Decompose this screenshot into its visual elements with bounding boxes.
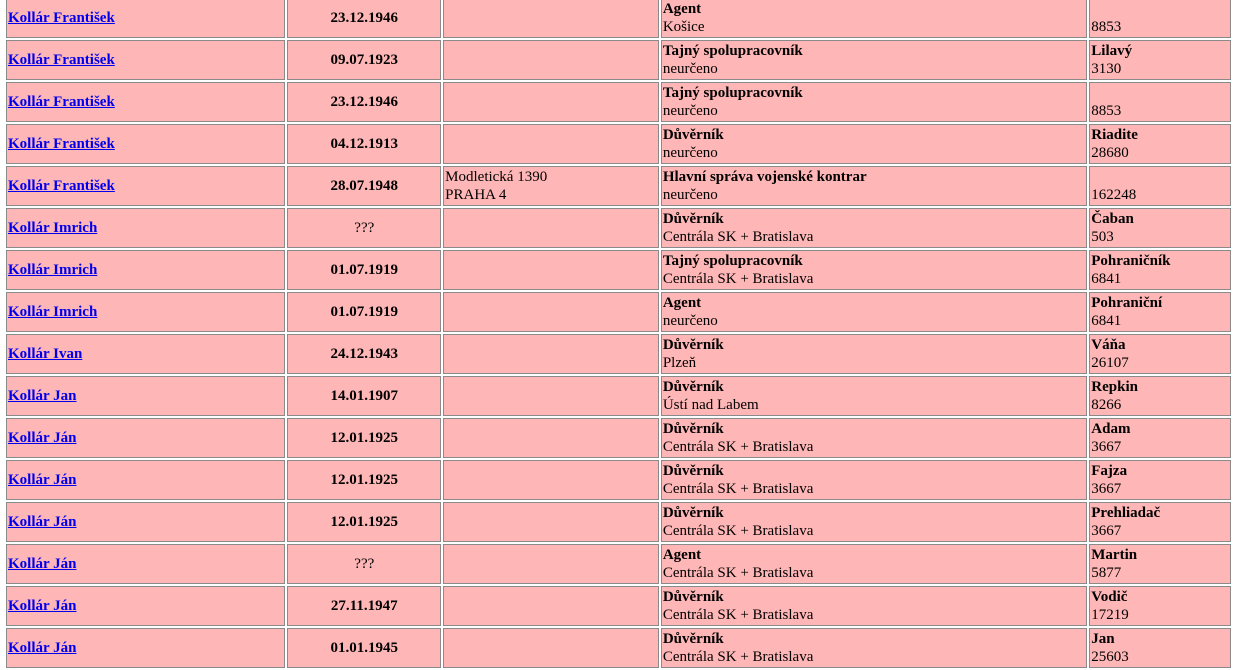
name-cell [6,166,285,206]
alias-cell [1089,334,1231,374]
address-street [445,420,657,438]
name-cell [6,40,285,80]
file-number: 5877 [1091,565,1122,581]
alias-label [1091,0,1229,18]
address-city [445,228,657,246]
address-street [445,378,657,396]
alias-cell [1089,208,1231,248]
address-street [445,210,657,228]
category-cell [661,0,1087,38]
person-name-link[interactable]: Kollár František [8,52,115,68]
address-city [445,18,657,36]
unit-label: Centrála SK + Bratislava [662,229,814,245]
name-cell [6,628,285,668]
category-cell [661,292,1087,332]
category-cell [661,250,1087,290]
unit-label: Centrála SK + Bratislava [662,439,814,455]
address-city [445,648,657,666]
alias-label: Lilavý [1091,43,1133,59]
birth-date-cell: ??? [287,208,441,248]
birth-date-cell: 04.12.1913 [287,124,441,164]
birth-date-cell: 12.01.1925 [287,460,441,500]
alias-cell [1089,0,1231,38]
category-label: Důvěrník [662,463,724,479]
address-street [445,546,657,564]
person-name-link[interactable]: Kollár František [8,136,115,152]
address-street: Modletická 1390 [445,169,548,185]
unit-label: Centrála SK + Bratislava [662,481,814,497]
birth-date-cell: 12.01.1925 [287,502,441,542]
alias-label: Váňa [1091,337,1126,353]
unit-label: Centrála SK + Bratislava [662,565,814,581]
address-street [445,84,657,102]
category-label: Důvěrník [662,379,724,395]
name-cell [6,544,285,584]
person-name-link[interactable]: Kollár František [8,10,115,26]
table-row [6,250,1231,290]
category-label: Důvěrník [662,505,724,521]
file-number: 25603 [1091,649,1129,665]
address-cell [443,292,659,332]
address-cell [443,250,659,290]
birth-date-cell: 01.01.1945 [287,628,441,668]
address-cell [443,124,659,164]
birth-date-cell: ??? [287,544,441,584]
alias-label: Fajza [1091,463,1128,479]
address-cell [443,166,659,206]
alias-label: Pohraniční [1091,295,1163,311]
alias-cell [1089,376,1231,416]
category-cell [661,586,1087,626]
unit-label: Centrála SK + Bratislava [662,523,814,539]
address-cell [443,376,659,416]
table-row [6,502,1231,542]
person-name-link[interactable]: Kollár Ján [8,598,77,614]
person-name-link[interactable]: Kollár Imrich [8,304,98,320]
address-street [445,588,657,606]
alias-label [1091,84,1229,102]
person-name-link[interactable]: Kollár Imrich [8,262,98,278]
person-name-link[interactable]: Kollár Ján [8,640,77,656]
category-label: Tajný spolupracovník [662,85,803,101]
alias-label: Vodič [1091,589,1128,605]
birth-date-cell: 01.07.1919 [287,250,441,290]
name-cell [6,82,285,122]
file-number: 6841 [1091,271,1122,287]
address-city: PRAHA 4 [445,187,507,203]
table-row [6,586,1231,626]
unit-label: Centrála SK + Bratislava [662,607,814,623]
birth-date-cell: 24.12.1943 [287,334,441,374]
person-name-link[interactable]: Kollár František [8,94,115,110]
file-number: 3667 [1091,481,1122,497]
alias-label [1091,168,1229,186]
alias-cell [1089,166,1231,206]
address-cell [443,208,659,248]
alias-label: Pohraničník [1091,253,1171,269]
alias-cell [1089,502,1231,542]
address-city [445,606,657,624]
category-cell [661,208,1087,248]
category-cell [661,376,1087,416]
birth-date-cell: 14.01.1907 [287,376,441,416]
unit-label: Košice [662,19,705,35]
table-row [6,628,1231,668]
category-label: Agent [662,1,702,17]
address-cell [443,586,659,626]
name-cell [6,376,285,416]
person-name-link[interactable]: Kollár František [8,178,115,194]
address-cell [443,502,659,542]
birth-date-cell: 27.11.1947 [287,586,441,626]
alias-cell [1089,82,1231,122]
file-number: 8853 [1091,19,1122,35]
address-cell [443,82,659,122]
name-cell [6,460,285,500]
file-number: 28680 [1091,145,1129,161]
category-label: Důvěrník [662,127,724,143]
alias-label: Jan [1091,631,1115,647]
address-city [445,270,657,288]
alias-cell [1089,40,1231,80]
table-row [6,82,1231,122]
category-cell [661,418,1087,458]
unit-label: Centrála SK + Bratislava [662,271,814,287]
records-body [6,0,1231,668]
address-city [445,312,657,330]
category-label: Důvěrník [662,631,724,647]
file-number: 3667 [1091,523,1122,539]
birth-date-cell: 23.12.1946 [287,82,441,122]
person-name-link[interactable]: Kollár Ján [8,472,77,488]
alias-cell [1089,586,1231,626]
category-cell [661,166,1087,206]
category-cell [661,82,1087,122]
alias-cell [1089,250,1231,290]
person-name-link[interactable]: Kollár Ján [8,430,77,446]
address-street [445,126,657,144]
name-cell [6,208,285,248]
alias-label: Čaban [1091,211,1134,227]
person-name-link[interactable]: Kollár Ján [8,514,77,530]
category-cell [661,502,1087,542]
address-street [445,42,657,60]
address-cell [443,628,659,668]
alias-cell [1089,460,1231,500]
file-number: 162248 [1091,187,1137,203]
address-street [445,630,657,648]
person-name-link[interactable]: Kollár Jan [8,388,77,404]
unit-label: Ústí nad Labem [662,397,759,413]
table-row [6,0,1231,38]
address-cell [443,40,659,80]
address-cell [443,544,659,584]
name-cell [6,586,285,626]
person-name-link[interactable]: Kollár Imrich [8,220,98,236]
category-cell [661,628,1087,668]
birth-date-cell: 09.07.1923 [287,40,441,80]
table-row [6,544,1231,584]
name-cell [6,292,285,332]
unit-label: Centrála SK + Bratislava [662,649,814,665]
alias-cell [1089,544,1231,584]
file-number: 3667 [1091,439,1122,455]
address-street [445,252,657,270]
name-cell [6,0,285,38]
category-label: Důvěrník [662,589,724,605]
alias-label: Riadite [1091,127,1138,143]
address-cell [443,460,659,500]
category-cell [661,544,1087,584]
unit-label: neurčeno [662,187,718,203]
table-row [6,166,1231,206]
address-cell [443,334,659,374]
name-cell [6,250,285,290]
alias-label: Adam [1091,421,1131,437]
table-row [6,40,1231,80]
birth-date-cell: 12.01.1925 [287,418,441,458]
address-street [445,336,657,354]
unit-label: neurčeno [662,145,718,161]
category-label: Tajný spolupracovník [662,43,803,59]
address-street [445,294,657,312]
name-cell [6,334,285,374]
alias-cell [1089,418,1231,458]
alias-cell [1089,292,1231,332]
address-city [445,354,657,372]
alias-label: Martin [1091,547,1138,563]
unit-label: Plzeň [662,355,697,371]
category-label: Důvěrník [662,421,724,437]
category-cell [661,40,1087,80]
unit-label: neurčeno [662,61,718,77]
address-city [445,396,657,414]
name-cell [6,124,285,164]
category-label: Důvěrník [662,337,724,353]
address-street [445,504,657,522]
address-city [445,144,657,162]
address-cell [443,0,659,38]
alias-cell [1089,124,1231,164]
table-row [6,124,1231,164]
category-label: Důvěrník [662,211,724,227]
category-cell [661,124,1087,164]
file-number: 8853 [1091,103,1122,119]
birth-date-cell: 23.12.1946 [287,0,441,38]
category-cell [661,334,1087,374]
address-city [445,564,657,582]
file-number: 6841 [1091,313,1122,329]
file-number: 503 [1091,229,1114,245]
name-cell [6,418,285,458]
table-row [6,292,1231,332]
file-number: 26107 [1091,355,1129,371]
address-cell [443,418,659,458]
unit-label: neurčeno [662,313,718,329]
category-label: Agent [662,547,702,563]
table-row [6,418,1231,458]
table-row [6,208,1231,248]
address-city [445,60,657,78]
records-table [4,0,1233,670]
name-cell [6,502,285,542]
person-name-link[interactable]: Kollár Ján [8,556,77,572]
alias-cell [1089,628,1231,668]
alias-label: Repkin [1091,379,1138,395]
address-city [445,438,657,456]
birth-date-cell: 28.07.1948 [287,166,441,206]
table-row [6,376,1231,416]
person-name-link[interactable]: Kollár Ivan [8,346,83,362]
table-row [6,334,1231,374]
category-label: Tajný spolupracovník [662,253,803,269]
address-city [445,522,657,540]
address-street [445,0,657,18]
table-row [6,460,1231,500]
address-city [445,480,657,498]
address-street [445,462,657,480]
file-number: 8266 [1091,397,1122,413]
alias-label: Prehliadač [1091,505,1161,521]
category-cell [661,460,1087,500]
birth-date-cell: 01.07.1919 [287,292,441,332]
category-label: Agent [662,295,702,311]
category-label: Hlavní správa vojenské kontrar [662,169,867,185]
file-number: 17219 [1091,607,1129,623]
unit-label: neurčeno [662,103,718,119]
file-number: 3130 [1091,61,1122,77]
address-city [445,102,657,120]
